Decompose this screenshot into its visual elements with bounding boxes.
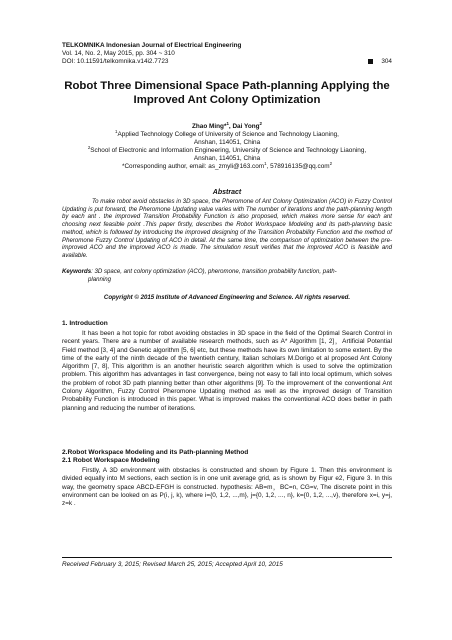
- affiliation-1-city: Anshan, 114051, China: [193, 139, 261, 146]
- page-number-block: [368, 58, 392, 66]
- square-bullet-icon: [368, 59, 373, 64]
- section-1-text: [62, 330, 392, 413]
- page-number: 304: [381, 58, 392, 65]
- corresponding-author: *Corresponding author, email: as_zmyli@163.com$^1$, 578916135@qq.com$^2$: [121, 161, 333, 170]
- keywords-text: : 3D space, ant colony optimization (ACO), pheromone, transition probability function, path-: [91, 268, 337, 275]
- journal-name: TELKOMNIKA Indonesian Journal of Electrical Engineering: [62, 42, 242, 49]
- journal-doi: DOI: 10.11591/telkomnika.v14i2.7723: [62, 58, 169, 65]
- journal-volume: Vol. 14, No. 2, May 2015, pp. 304 ~ 310: [62, 50, 175, 57]
- abstract-body: To make robot avoid obstacles in 3D space, the Pheromone of Ant Colony Optimization (ACO) in Fuzzy Control Updating is put forward, the Pheromone Updating value varies with The number of iterations and the path-planning length by each ant . the improved Transition Probability Function is also proposed, which makes more sense for each ant choosing next feasible point .This paper firstly, describes the Robot Workspace Modeling and its path-planning basic method, which is followed by introducing the improved designing of the Transition Probability Function and the method of Pheromone Fuzzy Control Updating of ACO in detail. At the same time, the comparison of optimization between the pre-improved ACO and the improved ACO is made. The simulation result verifies that the improved ACO is feasible and available.: [62, 198, 392, 259]
- section-2-1-text: [62, 467, 392, 508]
- keywords-label: Keywords: [62, 268, 92, 275]
- received-dates: Received February 3, 2015; Revised March 25, 2015; Accepted April 10, 2015: [62, 561, 283, 568]
- section-2-1-body: Firstly, A 3D environment with obstacles is constructed and shown by Figure 1. Then this environment is divided equally into M sections, each section is in one unit average grid, as is shown by Figur e2, Figure 3. In this way, the geometry space ABCD-EFGH is constructed. hypothesis: AB=m，BC=n, CG=v, The discrete point in this environment can be looked on as P(i, j, k), where i={0, 1,2, ...,m}, j={0, 1,2, ..., n}, k={0, 1,2, ...,v}, therefore x=i, y=j, z=k .: [62, 467, 392, 508]
- section-1-heading: 1. Introduction: [62, 320, 108, 327]
- section-2-1-heading: 2.1 Robot Workspace Modeling: [62, 457, 160, 464]
- copyright-notice: Copyright © 2015 Institute of Advanced Engineering and Science. All rights reserved.: [103, 294, 351, 301]
- journal-header: [62, 42, 392, 66]
- section-1-body: It has been a hot topic for robot avoiding obstacles in 3D space in the field of the Optimal Search Control in recent years. There are a number of available research methods, such as A* Algorithm [1, 2]，Artificial Potential Field method [3, 4] and Genetic algorithm [5, 6] etc, but these methods have its own limitation to some extent. By the time of the early of the ninth decade of the twentieth century, Italian scholars M.Dorigo et al proposed Ant Colony Algorithm [7, 8], This algorithm is an another heuristic search algorithm which is used to solve the optimization problem. This algorithm has advantages in fast convergence, being not easy to fall into local optimum, which solves the problem of robot 3D path planning better than other algorithms [9]. To the improvement of the conventional Ant Colony Algorithm, Fuzzy Control Pheromone Updating method as well as the improved design of Transition Probability Function is introduced in this paper. What is improved makes the conventional ACO does better in path planning and reducing the number of iterations.: [62, 330, 392, 412]
- section-2-heading: 2.Robot Workspace Modeling and its Path-planning Method: [62, 449, 249, 456]
- affiliation-2-city: Anshan, 114051, China: [193, 155, 261, 162]
- abstract-heading: Abstract: [212, 189, 242, 196]
- paper-title: Robot Three Dimensional Space Path-planning Applying the Improved Ant Colony Optimization: [64, 80, 390, 106]
- abstract-text: [62, 198, 392, 260]
- footer-rule: [62, 557, 392, 558]
- author-block: [62, 123, 392, 171]
- author-names: Zhao Ming*$^1$, Dai Yong$^2$: [192, 121, 262, 130]
- keywords-text-cont: planning: [88, 275, 112, 283]
- affiliation-1: $^1$Applied Technology College of University of Science and Technology Liaoning,: [115, 129, 339, 138]
- keywords: [62, 268, 392, 283]
- affiliation-2: $^2$School of Electronic and Information Engineering, University of Science and Technology Liaoning,: [87, 145, 367, 154]
